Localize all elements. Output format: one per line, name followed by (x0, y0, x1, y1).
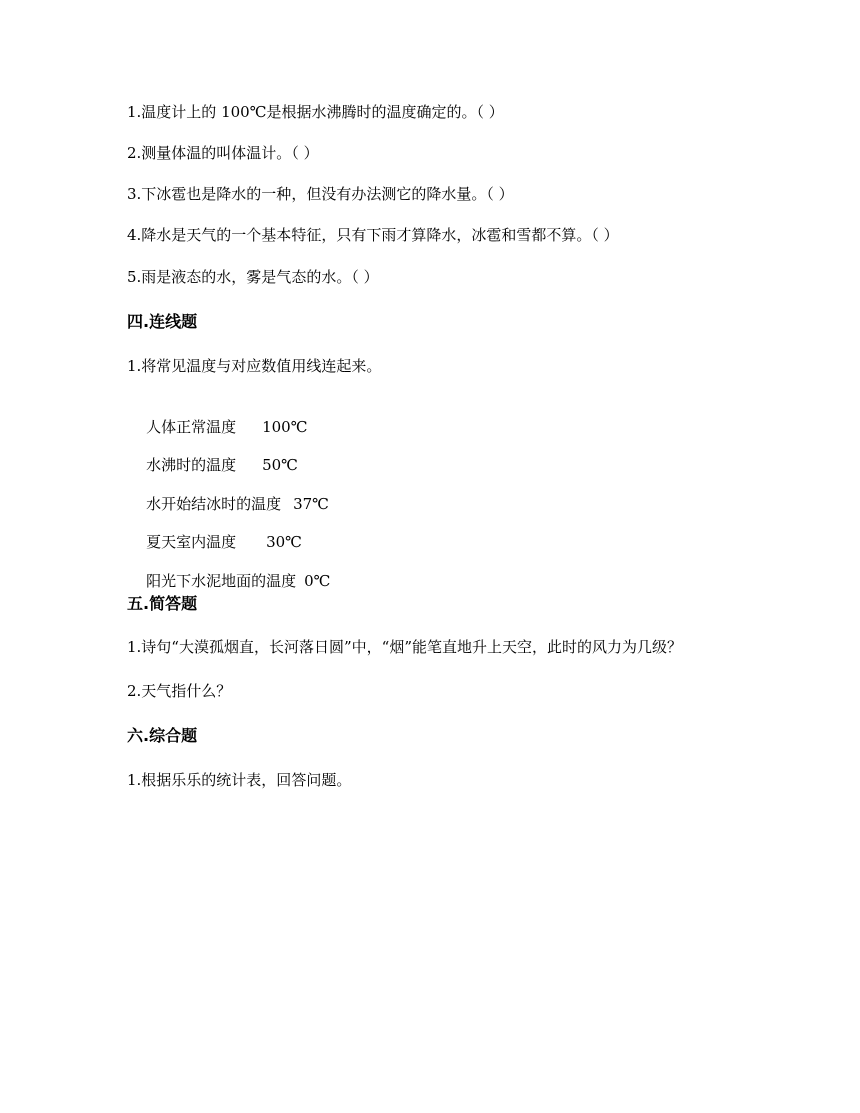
judgement-item-4: 4.降水是天气的一个基本特征，只有下雨才算降水，冰雹和雪都不算。（ ） (127, 226, 619, 244)
short-answer-item-1: 1.诗句“大漠孤烟直，长河落日圆”中，“烟”能笔直地升上天空，此时的风力为几级？ (127, 638, 682, 656)
matching-left-5: 阳光下水泥地面的温度 (146, 572, 297, 590)
section-heading-matching: 四.连线题 (127, 312, 198, 331)
matching-left-1: 人体正常温度 (146, 418, 237, 436)
judgement-item-1: 1.温度计上的 100℃是根据水沸腾时的温度确定的。（ ） (127, 103, 504, 121)
comprehensive-item-1: 1.根据乐乐的统计表，回答问题。 (127, 771, 352, 789)
judgement-item-2: 2.测量体温的叫体温计。（ ） (127, 144, 319, 162)
judgement-item-3: 3.下冰雹也是降水的一种，但没有办法测它的降水量。（ ） (127, 185, 514, 203)
matching-right-2: 50℃ (262, 456, 298, 474)
section-heading-short-answer: 五.简答题 (127, 594, 198, 613)
matching-right-1: 100℃ (262, 418, 308, 436)
matching-right-4: 30℃ (266, 533, 302, 551)
section-heading-comprehensive: 六.综合题 (127, 726, 198, 745)
matching-left-4: 夏天室内温度 (146, 533, 237, 551)
matching-right-5: 0℃ (304, 572, 331, 590)
short-answer-item-2: 2.天气指什么？ (127, 682, 232, 700)
matching-right-3: 37℃ (293, 495, 329, 513)
judgement-item-5: 5.雨是液态的水，雾是气态的水。（ ） (127, 268, 379, 286)
matching-left-3: 水开始结冰时的温度 (146, 495, 282, 513)
matching-left-2: 水沸时的温度 (146, 456, 237, 474)
matching-question: 1.将常见温度与对应数值用线连起来。 (127, 357, 382, 375)
